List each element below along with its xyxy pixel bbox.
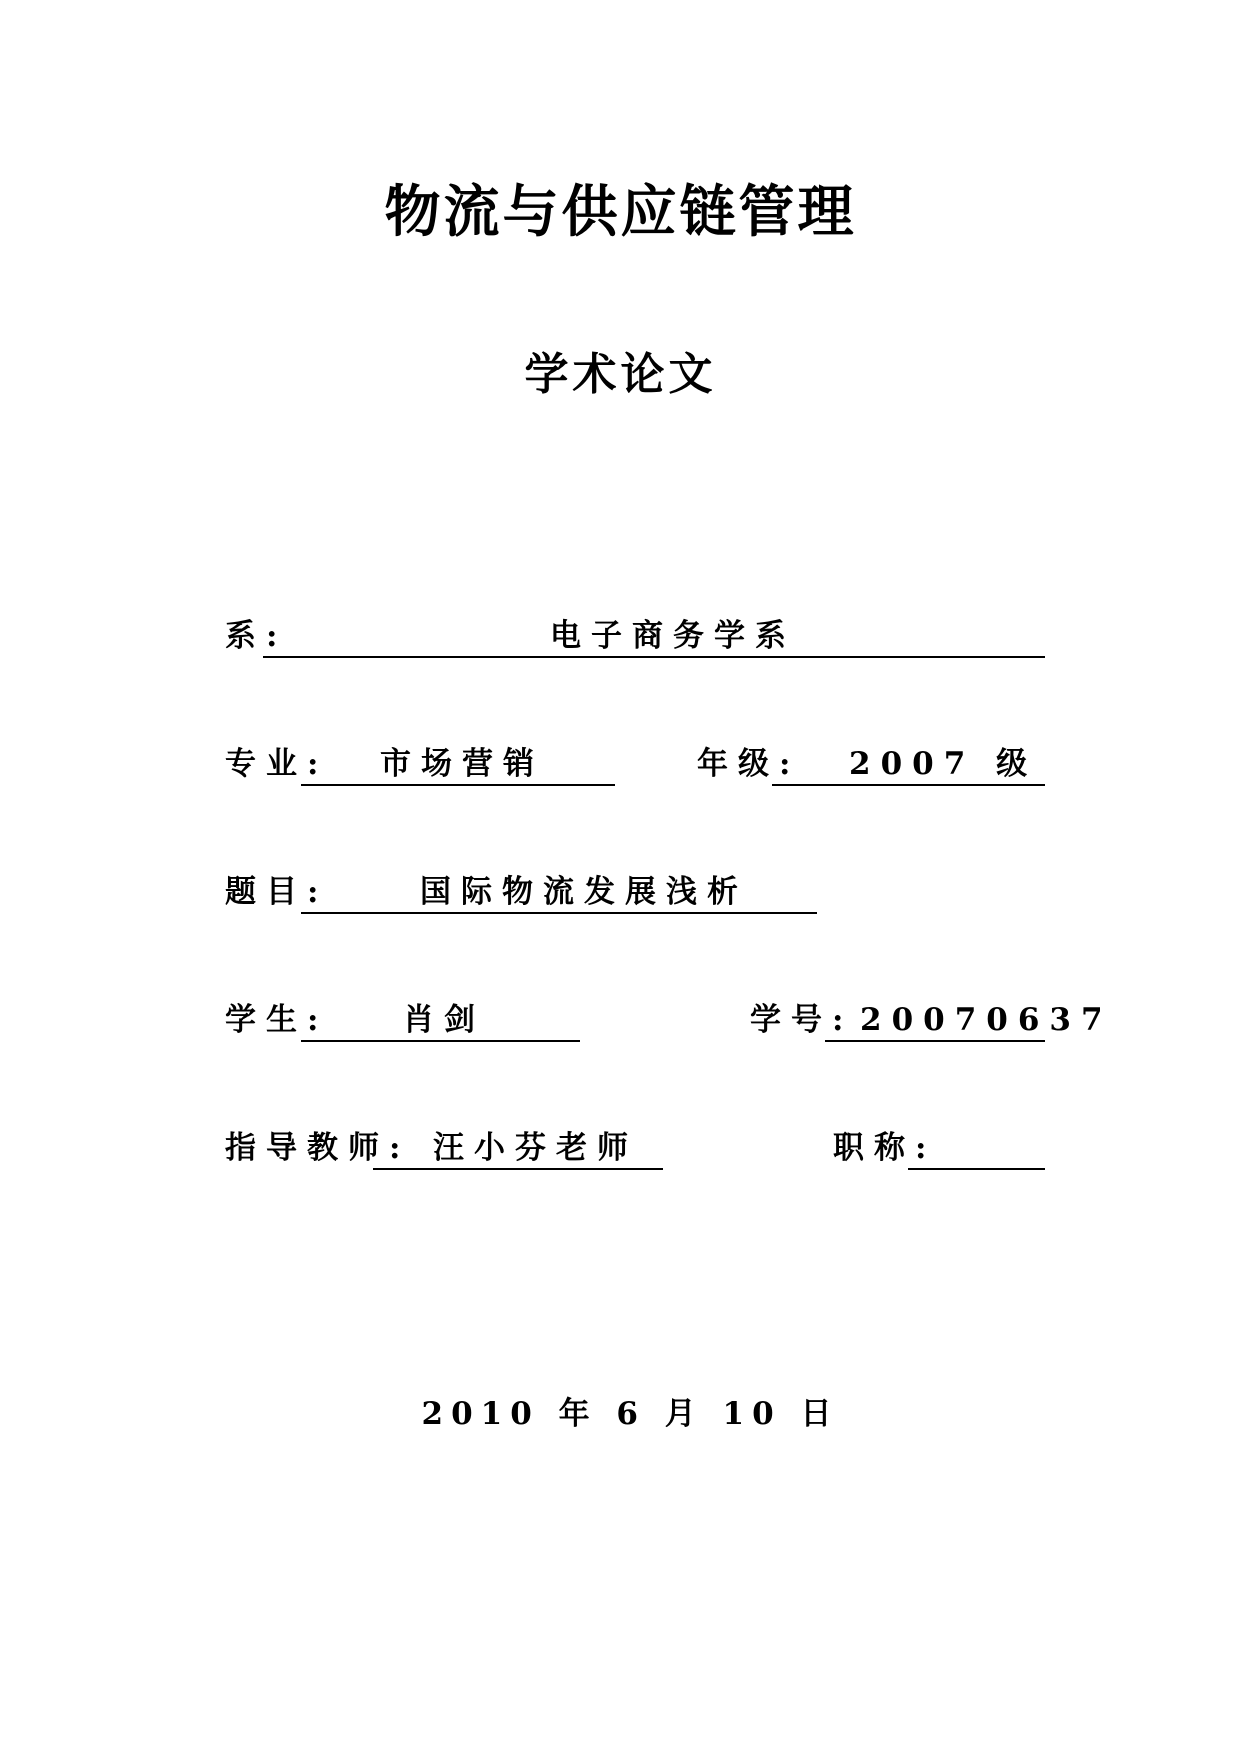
document-subtitle: 学术论文 bbox=[524, 349, 717, 400]
date: 2010 年 6 月 10 日 bbox=[421, 1396, 840, 1432]
advisor-title-label: 职称: bbox=[833, 1130, 937, 1166]
student-id-label: 学号: bbox=[750, 1002, 854, 1038]
department-value: 电子商务学系 bbox=[550, 618, 796, 654]
document-title: 物流与供应链管理 bbox=[384, 180, 857, 245]
advisor-title-field bbox=[833, 1128, 1045, 1174]
department-field bbox=[225, 616, 1045, 662]
topic-value: 国际物流发展浅析 bbox=[420, 874, 748, 910]
advisor-title-underline bbox=[908, 1128, 1045, 1170]
topic-label: 题目: bbox=[225, 874, 329, 910]
advisor-value: 汪小芬老师 bbox=[433, 1130, 638, 1166]
grade-field bbox=[697, 744, 1045, 790]
grade-value: 2007 级 bbox=[849, 746, 1038, 782]
student-label: 学生: bbox=[225, 1002, 329, 1038]
topic-field bbox=[225, 872, 817, 918]
major-value: 市场营销 bbox=[380, 746, 544, 782]
advisor-field bbox=[225, 1128, 663, 1174]
student-value: 肖剑 bbox=[403, 1002, 485, 1038]
advisor-label: 指导教师: bbox=[225, 1130, 411, 1166]
major-field bbox=[225, 744, 615, 790]
major-label: 专业: bbox=[225, 746, 329, 782]
department-label: 系: bbox=[225, 618, 288, 654]
grade-label: 年级: bbox=[697, 746, 801, 782]
student-id-field bbox=[750, 1000, 1113, 1046]
student-field bbox=[225, 1000, 580, 1046]
student-id-value: 20070637 bbox=[860, 1002, 1113, 1038]
